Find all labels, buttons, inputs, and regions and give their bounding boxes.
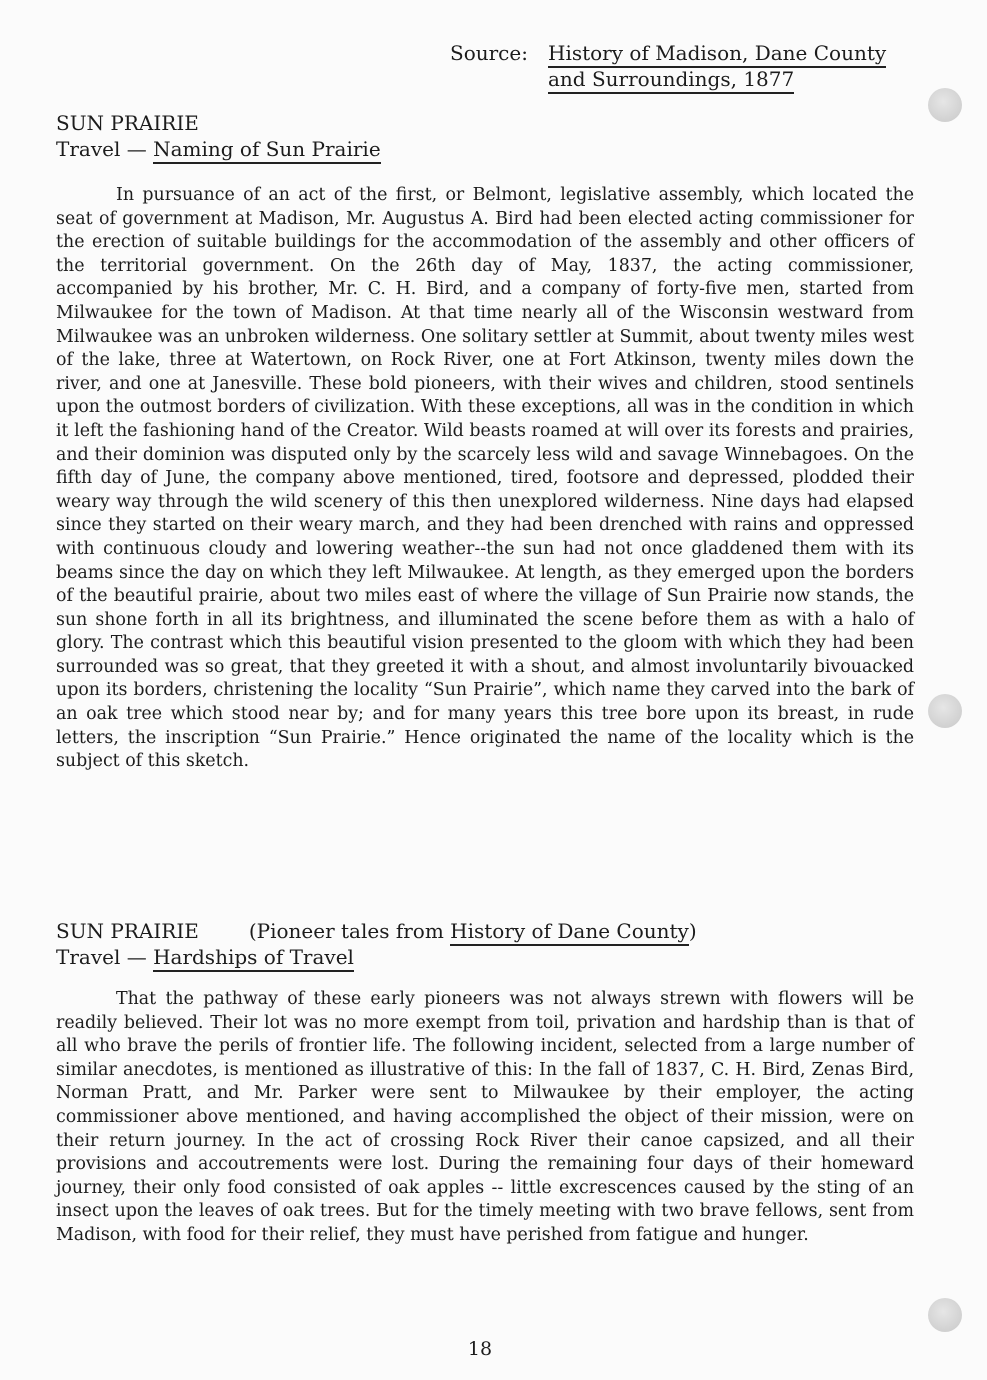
section-category: Travel [56,137,121,161]
paragraph-hardships-of-travel: That the pathway of these early pioneers was not always strewn with flowers will be readily believed. Their lot was no more exempt from toil, privation and hardship than is that of all who brave the perils of frontier life. The following incident, selected from a large number of similar anecdotes, is mentioned as illustrative of this: In the fall of 1837, C. H. Bird, Zenas Bird, Norman Pratt, and Mr. Parker were sent to Milwaukee by their employer, the acting commissioner above mentioned, and having accomplished the object of their mission, were on their return journey. In the act of crossing Rock River their canoe capsized, and all their provisions and accoutrements were lost. During the remaining four days of their homeward journey, their only food consisted of oak apples -- little excrescences caused by the sting of an insect upon the leaves of oak trees. But for the timely meeting with two brave fellows, sent from Madison, with food for their relief, they must have perished from fatigue and hunger. [56,989,914,1245]
source-label: Source: [450,41,528,65]
binder-hole-bottom [928,1298,962,1332]
section-separator: — [120,945,154,969]
section-heading-hardships [56,918,697,970]
section-place: SUN PRAIRIE [56,919,199,943]
section-category: Travel [56,945,121,969]
section-note-suffix: ) [688,919,697,943]
section-separator: — [120,137,154,161]
page-number: 18 [467,1338,493,1360]
section-heading-naming [56,110,381,162]
section-place: SUN PRAIRIE [56,111,199,135]
section-topic [56,944,697,970]
binder-hole-top [928,88,962,122]
section-topic [56,136,381,162]
section-place-line [56,918,697,944]
paragraph-naming-of-sun-prairie: In pursuance of an act of the first, or Belmont, legislative assembly, which located the seat of government at Madison, Mr. Augustus A. Bird had been elected acting commissioner for the erection of suitable buildings for the accommodation of the assembly and other officers of the territorial government. On the 26th day of May, 1837, the acting commissioner, accompanied by his brother, Mr. C. H. Bird, and a company of forty-five men, started from Milwaukee for the town of Madison. At that time nearly all of the Wisconsin westward from Milwaukee was an unbroken wilderness. One solitary settler at Summit, about twenty miles west of the lake, three at Watertown, on Rock River, one at Fort Atkinson, twenty miles down the river, and one at Janesville. These bold pioneers, with their wives and children, stood sentinels upon the outmost borders of civilization. With these exceptions, all was in the condition in which it left the fashioning hand of the Creator. Wild beasts roamed at will over its forests and prairies, and their dominion was disputed only by the scarcely less wild and savage Winnebagoes. On the fifth day of June, the company above mentioned, tired, footsore and depressed, plodded their weary way through the wild scenery of this then unexplored wilderness. Nine days had elapsed since they started on their weary march, and they had been drenched with rains and oppressed with continuous cloudy and lowering weather--the sun had not once gladdened them with its beams since the day on which they left Milwaukee. At length, as they emerged upon the borders of the beautiful prairie, about two miles east of where the village of Sun Prairie now stands, the sun shone forth in all its brightness, and illuminated the scene before them as with a halo of glory. The contrast which this beautiful vision presented to the gloom with which they had been surrounded was so great, that they greeted it with a shout, and almost involuntarily bivouacked upon its borders, christening the locality “Sun Prairie”, which name they carved into the bark of an oak tree which stood near by; and for many years this tree bore upon its breast, in rude letters, the inscription “Sun Prairie.” Hence originated the name of the locality which is the subject of this sketch. [56,185,914,772]
section-subject: Hardships of Travel [153,945,354,972]
source-title: History of Madison, Dane County and Surroundings, 1877 [548,40,918,92]
section-note-prefix: (Pioneer tales from [248,919,444,943]
binder-hole-middle [928,694,962,728]
section-note-title: History of Dane County [450,919,689,946]
section-subject: Naming of Sun Prairie [153,137,381,164]
